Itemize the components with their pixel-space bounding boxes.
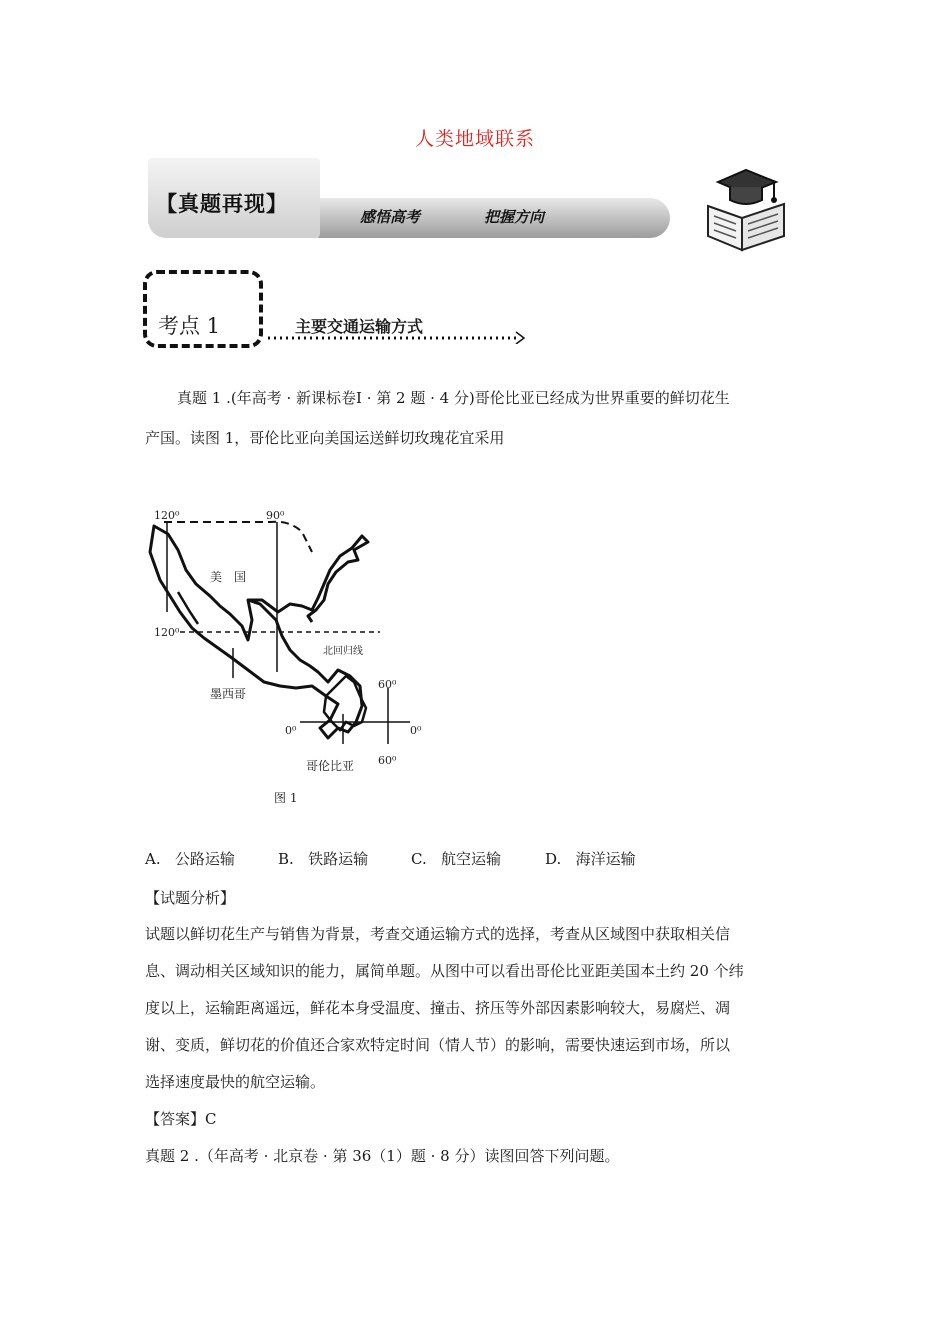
- figure-caption: 图 1: [274, 791, 298, 805]
- option-c[interactable]: [411, 848, 501, 869]
- label-colombia: 哥伦比亚: [306, 759, 355, 773]
- option-key: D.: [545, 850, 562, 868]
- label-lon-120: 120⁰: [154, 509, 180, 522]
- analysis-line: 息、调动相关区域知识的能力，属简单题。从图中可以看出哥伦比亚距美国本土约 20 个纬: [145, 962, 744, 980]
- dotted-arrow: [268, 328, 530, 344]
- kaodian-title: 主要交通运输方式: [295, 317, 424, 336]
- question-1-line-2: 产国。读图 1，哥伦比亚向美国运送鲜切玫瑰花宜采用: [145, 429, 505, 447]
- americas-map: [140, 500, 440, 810]
- label-usa: 美 国: [210, 570, 247, 584]
- label-lon-90: 90⁰: [266, 509, 285, 522]
- label-lat-60: 60⁰: [378, 678, 397, 691]
- analysis-heading: 【试题分析】: [145, 889, 236, 907]
- analysis-line: 谢、变质，鲜切花的价值还合家欢特定时间（情人节）的影响，需要快速运到市场，所以: [145, 1036, 731, 1054]
- label-zero-right: 0⁰: [410, 724, 422, 737]
- label-lon-60: 60⁰: [378, 754, 397, 767]
- analysis-line: 度以上，运输距离遥远，鲜花本身受温度、撞击、挤压等外部因素影响较大，易腐烂、凋: [145, 999, 731, 1017]
- kaodian-label: 考点 1: [158, 314, 221, 338]
- banner-subtitle-1: 感悟高考: [360, 208, 421, 226]
- question-2-line: 真题 2 .（年高考 · 北京卷 · 第 36（1）题 · 8 分）读图回答下列问题。: [145, 1147, 620, 1165]
- option-text: 公路运输: [174, 850, 235, 868]
- label-lat-120: 120⁰: [154, 626, 180, 639]
- answer-line: 【答案】C: [145, 1110, 217, 1128]
- option-b[interactable]: [278, 848, 368, 869]
- option-text: 航空运输: [441, 850, 502, 868]
- label-zero-left: 0⁰: [285, 724, 297, 737]
- option-key: A.: [145, 850, 161, 868]
- question-1-line-1: 真题 1 .(年高考 · 新课标卷Ⅰ · 第 2 题 · 4 分)哥伦比亚已经成为世界重要的鲜切花生: [177, 389, 730, 407]
- option-key: C.: [411, 850, 427, 868]
- option-key: B.: [278, 850, 294, 868]
- label-mexico: 墨西哥: [210, 687, 247, 701]
- option-d[interactable]: [545, 848, 636, 869]
- analysis-line: 试题以鲜切花生产与销售为背景，考查交通运输方式的选择，考查从区域图中获取相关信: [145, 925, 731, 943]
- document-title: 人类地域联系: [414, 128, 535, 150]
- section-banner: [148, 158, 673, 242]
- graduation-book-icon: [700, 158, 790, 253]
- label-tropic-of-cancer: 北回归线: [323, 646, 363, 657]
- analysis-line: 选择速度最快的航空运输。: [145, 1073, 326, 1091]
- banner-subtitle-2: 把握方向: [484, 208, 545, 226]
- option-text: 海洋运输: [575, 850, 636, 868]
- banner-label: 【真题再现】: [156, 192, 288, 216]
- option-text: 铁路运输: [308, 850, 369, 868]
- option-a[interactable]: [145, 848, 235, 869]
